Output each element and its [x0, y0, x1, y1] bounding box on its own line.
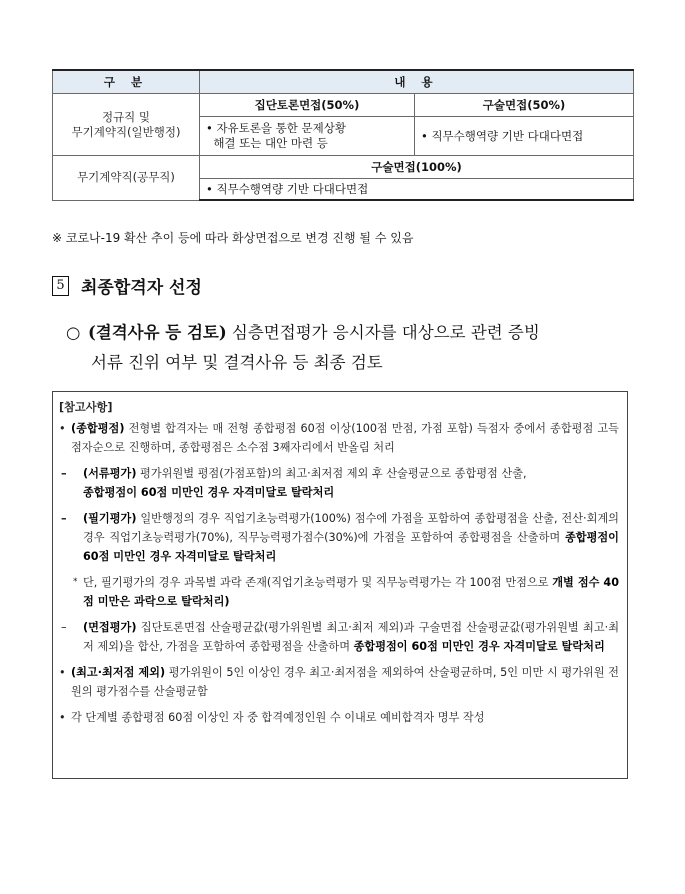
covid-note: ※ 코로나-19 확산 추이 등에 따라 화상면접으로 변경 진행 될 수 있음: [52, 231, 414, 245]
reference-item: • (최고·최저점 제외) 평가위원이 5인 이상인 경우 최고·최저점을 제외하여 산술평균하며, 5인 미만 시 평가위원 전원의 평가점수를 산술평균함: [59, 666, 619, 698]
reference-item: • (종합평점) 전형별 합격자는 매 전형 종합평점 60점 이상(100점 만점, 가점 포함) 득점자 중에서 종합평점 고득점자순으로 진행하며, 종합평점은 소수점 3째자리에서 반올림 처리: [59, 422, 619, 454]
item-text: 평가위원이 5인 이상인 경우 최고·최저점을 제외하여 산술평균하며, 5인 미만 시 평가위원 전원의 평가점수를 산술평균함: [71, 666, 619, 698]
reference-item: – (면접평가) 집단토론면접 산술평균값(평가위원별 최고·최저 제외)과 구술면접 산술평균값(평가위원별 최고·최저 제외)을 합산, 가점을 포함하여 종합평점을 산출하며 종합평점이 60점 미만인 경우 자격미달로 탈락처리: [61, 621, 619, 653]
category-public: 무기계약직(공무직): [53, 156, 200, 201]
section-title: 최종합격자 선정: [81, 278, 202, 298]
reference-title: [참고사항]: [59, 401, 113, 414]
review-item: [66, 318, 646, 378]
cell-text: • 직무수행역량 기반 다대다면접: [421, 129, 583, 143]
cell-text: • 직무수행역량 기반 다대다면접: [206, 182, 368, 196]
reference-box: [52, 391, 628, 779]
category-line: 정규직 및: [101, 109, 151, 124]
reference-item: – (필기평가) 일반행정의 경우 직업기초능력평가(100%) 점수에 가점을 포함하여 종합평점을 산출, 전산·회계의 경우 직업기초능력평가(70%), 직무능력평가점수(30%)에 가점을 포함하여 종합평점을 산출하며 종합평점이 60점 미만인 경우 자격미달로 탈락처리: [61, 512, 619, 563]
table-header-row: [53, 70, 634, 94]
cell-oral-100: [200, 179, 634, 201]
item-lead: (면접평가): [83, 621, 137, 634]
item-lead: (최고·최저점 제외): [71, 666, 166, 679]
review-text: 서류 진위 여부 및 결격사유 등 최종 검토: [91, 353, 383, 372]
item-emphasis: 개별 점수 40점 미만은 과락으로 탈락처리): [83, 576, 619, 608]
item-lead: (종합평점): [71, 422, 125, 435]
item-emphasis: 종합평점이 60점 미만인 경우 자격미달로 탈락처리: [83, 486, 335, 499]
review-text: 심층면접평가 응시자를 대상으로 관련 증빙: [226, 323, 540, 342]
reference-item: [53, 573, 627, 611]
section-number: 5: [52, 276, 69, 296]
subheader-oral-100: 구술면접(100%): [200, 156, 634, 179]
cell-text: 해결 또는 대안 마련 등: [213, 136, 328, 150]
section-heading: [52, 273, 202, 298]
item-text: 일반행정의 경우 직업기초능력평가(100%) 점수에 가점을 포함하여 종합평점을 산출, 전산·회계의 경우 직업기초능력평가(70%), 직무능력평가점수(30%)에 가점을 포함하여 종합평점을 산출하며: [83, 512, 619, 544]
category-line: 무기계약직(일반행정): [71, 124, 181, 139]
review-lead: (결격사유 등 검토): [88, 323, 227, 342]
item-text: 평가위원별 평점(가점포함)의 최고·최저점 제외 후 산술평균으로 종합평점 산출,: [136, 467, 527, 480]
subheader-group-discussion: 집단토론면접(50%): [200, 94, 415, 117]
cell-group-discussion: [200, 117, 415, 156]
item-emphasis: 종합평점이 60점 미만인 경우 자격미달로 탈락처리: [353, 640, 605, 653]
item-text: 각 단계별 종합평점 60점 이상인 자 중 합격예정인원 수 이내로 예비합격자 명부 작성: [71, 711, 485, 724]
item-emphasis: 종합평점이 60점 미만인 경우 자격미달로 탈락처리: [83, 531, 619, 563]
item-lead: (서류평가): [83, 467, 137, 480]
circle-bullet: ○: [66, 323, 81, 342]
cell-oral: [415, 117, 634, 156]
interview-table: [52, 69, 634, 201]
item-text: 집단토론면접 산술평균값(평가위원별 최고·최저 제외)과 구술면접 산술평균값(평가위원별 최고·최저 제외)을 합산, 가점을 포함하여 종합평점을 산출하며: [83, 621, 619, 653]
cell-text: • 자유토론을 통한 문제상황: [206, 121, 346, 135]
header-category: 구 분: [53, 70, 200, 94]
header-content: 내 용: [200, 70, 634, 94]
table-row: [53, 156, 634, 179]
item-text: 단, 필기평가의 경우 과목별 과락 존재(직업기초능력평가 및 직무능력평가는 각 100점 만점으로: [83, 576, 553, 589]
item-text: 전형별 합격자는 매 전형 종합평점 60점 이상(100점 만점, 가점 포함) 득점자 중에서 종합평점 고득점자순으로 진행하며, 종합평점은 소수점 3째자리에서 반올림 처리: [71, 422, 619, 454]
item-lead: (필기평가): [83, 512, 137, 525]
reference-item: • 각 단계별 종합평점 60점 이상인 자 중 합격예정인원 수 이내로 예비합격자 명부 작성: [59, 711, 485, 724]
reference-item: – (서류평가) 평가위원별 평점(가점포함)의 최고·최저점 제외 후 산술평균으로 종합평점 산출, 종합평점이 60점 미만인 경우 자격미달로 탈락처리: [61, 467, 527, 499]
table-row: [53, 94, 634, 117]
subheader-oral: 구술면접(50%): [415, 94, 634, 117]
asterisk-mark: *: [73, 577, 78, 587]
category-regular: [53, 94, 200, 156]
